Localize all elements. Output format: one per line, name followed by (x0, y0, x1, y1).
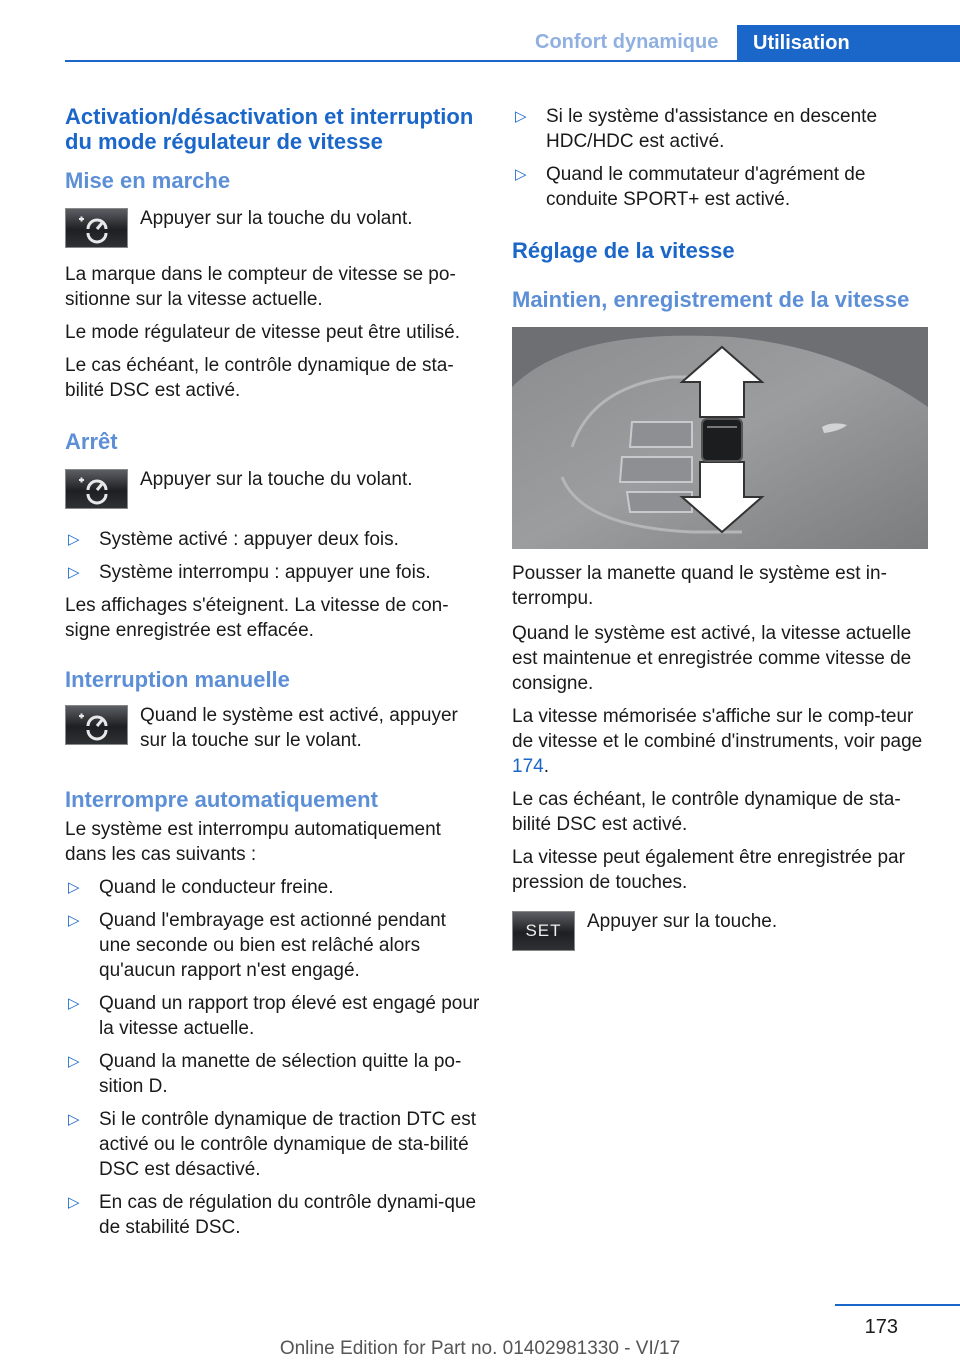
subheading-arret: Arrêt (65, 429, 118, 454)
speed-control-icon (65, 469, 128, 509)
list-right (512, 104, 928, 212)
list-item: ▷ Quand le commutateur d'agrément de conduite SPORT+ est activé. (515, 164, 866, 210)
edition-footer: Online Edition for Part no. 01402981330 - VI/17 (279, 1338, 681, 1359)
triangle-marker-icon: ▷ (68, 564, 80, 581)
button-text: Appuyer sur la touche. (587, 911, 778, 932)
triangle-marker-icon: ▷ (68, 879, 80, 896)
paragraph: Le mode régulateur de vitesse peut être utilisé. (65, 322, 461, 343)
list-item: ▷ Quand un rapport trop élevé est engagé pour la vitesse actuelle. (68, 993, 480, 1039)
list-item: ▷ Système interrompu : appuyer une fois. (68, 562, 431, 583)
left-column (65, 104, 480, 1240)
list-item: ▷ En cas de régulation du contrôle dynami-que de stabilité DSC. (68, 1192, 477, 1238)
header-chapter-tab: Utilisation (737, 25, 960, 62)
button-text: Appuyer sur la touche du volant. (140, 208, 413, 229)
list-item: ▷ Quand l'embrayage est actionné pendant une seconde ou bien est relâché alors qu'aucun rapport n'est engagé. (68, 910, 446, 981)
steering-wheel-photo (512, 327, 928, 549)
triangle-marker-icon: ▷ (515, 108, 527, 125)
triangle-marker-icon: ▷ (68, 1194, 80, 1211)
subheading-mise-en-marche: Mise en marche (65, 168, 231, 193)
triangle-marker-icon: ▷ (68, 1053, 80, 1070)
right-column (512, 104, 928, 951)
footer-rule (835, 1304, 960, 1306)
list-off (65, 527, 480, 585)
triangle-marker-icon: ▷ (68, 531, 80, 548)
list-item: ▷ Quand le conducteur freine. (68, 877, 334, 898)
page-number: 173 (864, 1316, 898, 1338)
paragraph: Le cas échéant, le contrôle dynamique de sta-bilité DSC est activé. (512, 789, 901, 835)
triangle-marker-icon: ▷ (68, 995, 80, 1012)
section-heading-reglage: Réglage de la vitesse (512, 238, 735, 263)
button-row-on (65, 206, 480, 248)
header-section-title: Confort dynamique (535, 31, 719, 53)
button-text: Quand le système est activé, appuyer sur la touche sur le volant. (140, 705, 458, 751)
paragraph: Les affichages s'éteignent. La vitesse de con-signe enregistrée est effacée. (65, 595, 449, 641)
triangle-marker-icon: ▷ (68, 912, 80, 929)
speed-control-icon (65, 208, 128, 248)
subheading-interruption-manuelle: Interruption manuelle (65, 667, 290, 692)
subheading-interrompre-automatiquement: Interrompre automatiquement (65, 787, 378, 812)
button-text: Appuyer sur la touche du volant. (140, 469, 413, 490)
list-auto (65, 875, 480, 1240)
paragraph: Le cas échéant, le contrôle dynamique de sta-bilité DSC est activé. (65, 355, 454, 401)
paragraph: La marque dans le compteur de vitesse se po-sitionne sur la vitesse actuelle. (65, 264, 456, 310)
paragraph: La vitesse mémorisée s'affiche sur le comp-teur de vitesse et le combiné d'instruments, voir page 174. (512, 706, 923, 777)
section-heading: Activation/désactivation et interruption du mode régulateur de vitesse (65, 104, 474, 154)
list-item: ▷ Système activé : appuyer deux fois. (68, 529, 399, 550)
page-header (0, 25, 960, 62)
page-link[interactable]: 174 (512, 756, 544, 777)
header-rule (65, 60, 960, 62)
triangle-marker-icon: ▷ (68, 1111, 80, 1128)
list-item: ▷ Quand la manette de sélection quitte la po-sition D. (68, 1051, 462, 1097)
list-item: ▷ Si le contrôle dynamique de traction DTC est activé ou le contrôle dynamique de sta-bilité DSC est désactivé. (68, 1109, 477, 1180)
subheading-maintien: Maintien, enregistrement de la vitesse (512, 287, 910, 312)
button-row-manual (65, 703, 480, 753)
button-row-set (512, 909, 928, 951)
set-button-icon: SET (512, 911, 575, 951)
paragraph: Le système est interrompu automatiquement dans les cas suivants : (65, 819, 441, 865)
triangle-marker-icon: ▷ (515, 166, 527, 183)
paragraph: La vitesse peut également être enregistrée par pression de touches. (512, 847, 905, 893)
speed-control-icon (65, 705, 128, 745)
list-item: ▷ Si le système d'assistance en descente HDC/HDC est activé. (515, 106, 878, 152)
paragraph: Pousser la manette quand le système est in-terrompu. (512, 563, 887, 609)
button-row-off (65, 467, 480, 509)
paragraph: Quand le système est activé, la vitesse actuelle est maintenue et enregistrée comme vitesse de consigne. (512, 623, 912, 694)
